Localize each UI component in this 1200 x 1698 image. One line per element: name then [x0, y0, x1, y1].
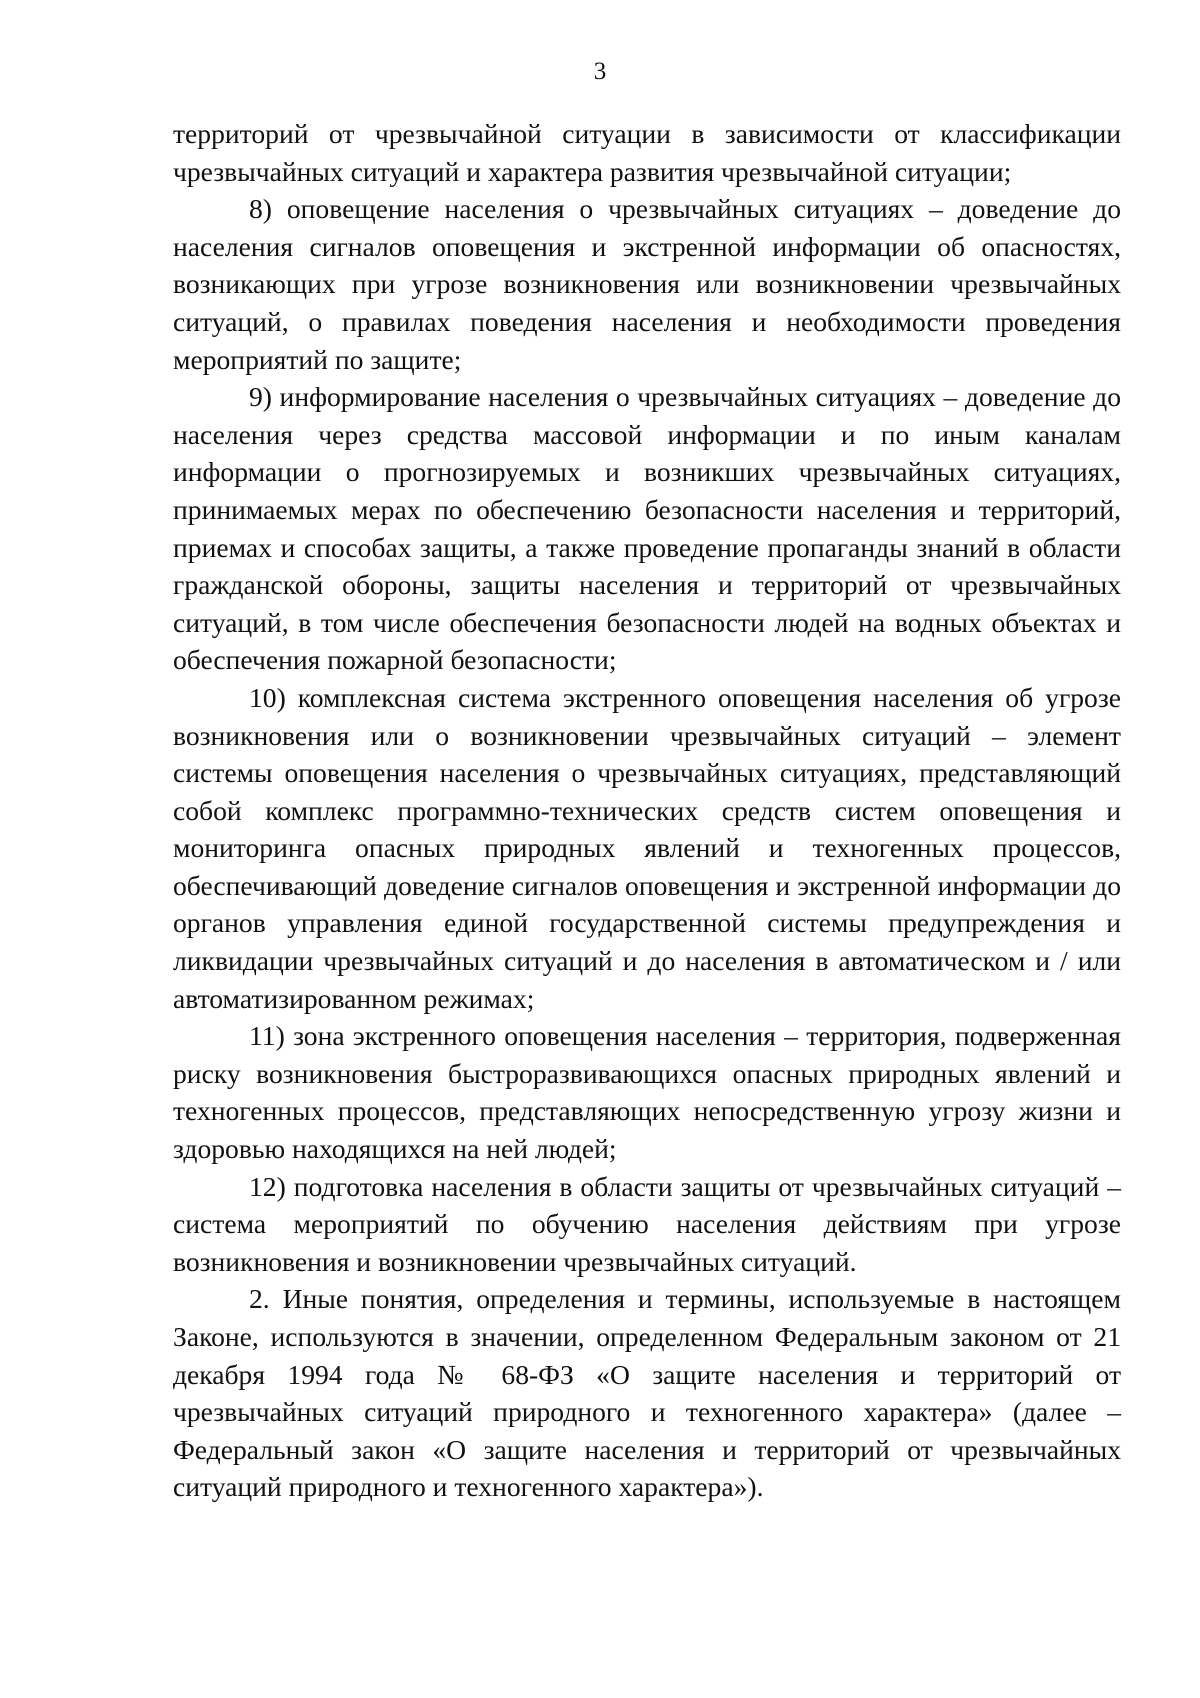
paragraph-item-8: 8) оповещение населения о чрезвычайных ситуациях – доведение до населения сигналов оповещения и экстренной информации об опасностях, возникающих при угрозе возникновения или возникновении чрезвычайных ситуаций, о правилах поведения населения и необходимости проведения мероприятий по защите;	[173, 193, 1121, 375]
page-number: 3	[593, 58, 607, 85]
paragraph-item-10: 10) комплексная система экстренного оповещения населения об угрозе возникновения или о возникновении чрезвычайных ситуаций – элемент системы оповещения населения о чрезвычайных ситуациях, представляющий собой комплекс программно-технических средств систем оповещения и мониторинга опасных природных явлений и техногенных процессов, обеспечивающий доведение сигналов оповещения и экстренной информации до органов управления единой государственной системы предупреждения и ликвидации чрезвычайных ситуаций и до населения в автоматическом и / или автоматизированном режимах;	[173, 681, 1121, 1014]
paragraph-continuation: территорий от чрезвычайной ситуации в зависимости от классификации чрезвычайных ситуаций и характера развития чрезвычайной ситуации;	[173, 118, 1121, 187]
paragraph-item-12: 12) подготовка населения в области защиты от чрезвычайных ситуаций – система мероприятий по обучению населения действиям при угрозе возникновения и возникновении чрезвычайных ситуаций.	[173, 1170, 1121, 1277]
paragraph-item-9: 9) информирование населения о чрезвычайных ситуациях – доведение до населения через средства массовой информации и по иным каналам информации о прогнозируемых и возникших чрезвычайных ситуациях, принимаемых мерах по обеспечению безопасности населения и территорий, приемах и способах защиты, а также проведение пропаганды знаний в области гражданской обороны, защиты населения и территорий от чрезвычайных ситуаций, в том числе обеспечения безопасности людей на водных объектах и обеспечения пожарной безопасности;	[173, 381, 1121, 676]
paragraph-clause-2: 2. Иные понятия, определения и термины, используемые в настоящем Законе, используются в значении, определенном Федеральным законом от 21 декабря 1994 года № 68-ФЗ «О защите населения и территорий от чрезвычайных ситуаций природного и техногенного характера» (далее – Федеральный закон «О защите населения и территорий от чрезвычайных ситуаций природного и техногенного характера»).	[173, 1283, 1121, 1503]
document-body	[173, 115, 1121, 1506]
paragraph-item-11: 11) зона экстренного оповещения населения – территория, подверженная риску возникновения быстроразвивающихся опасных природных явлений и техногенных процессов, представляющих непосредственную угрозу жизни и здоровью находящихся на ней людей;	[173, 1020, 1121, 1165]
